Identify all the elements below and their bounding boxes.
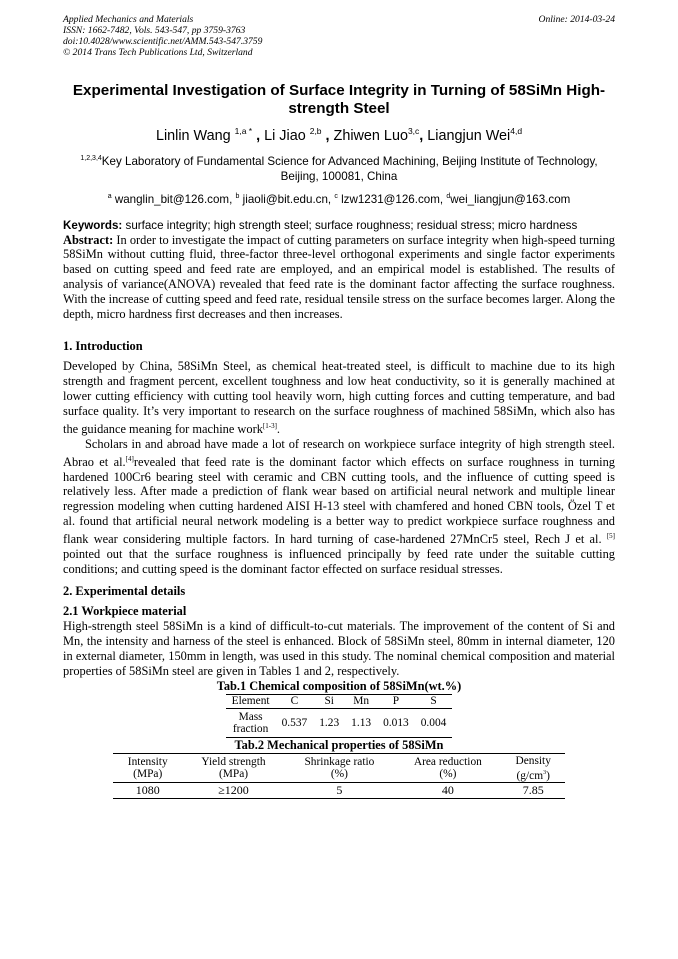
affiliation <box>63 151 615 184</box>
table-cell: 0.013 <box>383 716 409 729</box>
table-header-cell: P <box>377 694 415 708</box>
header-line: (MPa) <box>133 768 163 781</box>
paragraph-text: pointed out that the surface roughness is influenced principally by feed rate under the suitable cutting conditions; and cutting speed is the dominant factor effected on surface residual stresses. <box>63 547 615 577</box>
keywords-text: surface integrity; high strength steel; surface roughness; residual stress; micro hardness <box>125 218 578 232</box>
table-cell: 7.85 <box>522 783 544 798</box>
table-cell: 1.23 <box>319 716 340 729</box>
table-header-cell <box>394 753 501 783</box>
table-cell: 5 <box>336 783 343 798</box>
citation[interactable]: [4] <box>125 454 134 463</box>
author-name: Linlin Wang <box>155 127 231 144</box>
paragraph-text: revealed that feed rate is the dominant factor which effects on surface roughness in turning hardened 100Cr6 bearing steel with ceramic and CBN cutting tools, and the influence of cutting speed is relatively less. After made a prediction of flank wear based on artificial neural network and multiple linear regression modeling when cutting hardened AISI H-13 steel with chamfered and honed CBN tools, Özel T et al. found that artificial neural network modeling is a better way to predict workpiece surface roughness and flank wear considering multiple factors. In hard turning of case-hardened 27MnCr5 steel, Rech J et al. <box>63 454 615 547</box>
email-link[interactable]: jiaoli@bit.edu.cn <box>242 192 328 206</box>
table-header-cell: Mn <box>345 694 377 708</box>
table-row <box>226 708 453 737</box>
citation[interactable]: [5] <box>606 532 615 541</box>
keywords-label: Keywords: <box>63 218 123 232</box>
header-line: Density <box>515 754 551 767</box>
author-marker: 3,c <box>407 126 420 136</box>
label-line: Mass <box>238 710 263 723</box>
online-date: Online: 2014-03-24 <box>538 14 615 25</box>
label-line: fraction <box>232 722 269 735</box>
table-header-cell <box>182 753 284 783</box>
table-header-cell: Si <box>313 694 345 708</box>
paper-page <box>63 14 615 799</box>
affiliation-marker: 1,2,3,4 <box>80 154 102 162</box>
header-line: ) <box>546 769 550 782</box>
author-marker: 2,b <box>309 126 322 136</box>
abstract <box>63 233 615 322</box>
journal-header <box>63 14 615 58</box>
email-marker: a <box>107 192 112 200</box>
header-line: Yield strength <box>201 756 266 769</box>
intro-paragraph-2 <box>63 437 615 577</box>
header-line: Intensity <box>127 756 168 769</box>
author-list: Linlin Wang $^{1,a *}$ , Li Jiao $^{2,b}$ , Zhiwen Luo$^{3,c}$, Liangjun Wei$^{4,d}$ <box>155 126 523 144</box>
table-cell: 1080 <box>135 783 160 798</box>
author-name: Li Jiao <box>264 127 306 144</box>
paragraph-text: Developed by China, 58SiMn Steel, as chemical heat-treated steel, is difficult to machine due to its high strength and fragment percent, excellent toughness and low heat conductivity, so it is generally machined at lower cutting efficiency with cutting tool heavily worn, high cutting forces and cutting temperature, and bad surface quality. It’s very important to research on the surface roughness of machined 58SiMn, which also has the guidance meaning for machine work <box>63 358 615 436</box>
table-header-cell <box>501 753 565 783</box>
header-line: (g/cm <box>516 769 544 782</box>
doi-line[interactable]: doi:10.4028/www.scientific.net/AMM.543-547.3759 <box>63 36 263 47</box>
table1-caption: Tab.1 Chemical composition of 58SiMn(wt.%) <box>216 678 462 693</box>
table-cell: 0.004 <box>420 716 447 729</box>
table-cell: 1.13 <box>351 716 372 729</box>
email-marker: b <box>235 192 240 200</box>
abstract-label: Abstract: <box>63 232 114 247</box>
table-header-cell <box>113 753 182 783</box>
table-header-cell: Element <box>226 694 276 708</box>
header-line: (MPa) <box>218 768 249 781</box>
header-line: Shrinkage ratio <box>304 756 375 769</box>
table-row <box>113 783 565 799</box>
table-cell: 0.537 <box>281 716 308 729</box>
header-line: (%) <box>439 768 457 781</box>
keywords <box>63 219 615 233</box>
citation[interactable]: [1-3] <box>262 421 277 430</box>
table-header-cell: C <box>276 694 314 708</box>
header-line: (%) <box>330 768 348 781</box>
email-marker: d <box>446 192 451 200</box>
table-cell: 40 <box>441 783 454 798</box>
copyright-line: © 2014 Trans Tech Publications Ltd, Switzerland <box>63 47 253 58</box>
author-name: Liangjun Wei <box>427 127 511 144</box>
table-header-cell <box>285 753 395 783</box>
email-marker: c <box>334 192 338 200</box>
paragraph-text: Scholars in and abroad have made a lot of research on workpiece surface integrity of high strength steel. Abrao et al. <box>63 436 615 469</box>
author-marker: 1,a * <box>234 126 253 136</box>
paragraph-text: . <box>276 421 281 436</box>
mechanical-properties-table <box>113 753 565 800</box>
table-header-cell: S <box>415 694 453 708</box>
journal-name: Applied Mechanics and Materials <box>63 14 194 25</box>
paper-title: Experimental Investigation of Surface Integrity in Turning of 58SiMn High-strength Steel <box>72 82 606 117</box>
author-marker: 4,d <box>510 126 523 136</box>
affiliation-text: Key Laboratory of Fundamental Science for Advanced Machining, Beijing Institute of Technology, Beijing, 100081, China <box>101 154 598 183</box>
table-cell: ≥1200 <box>218 783 249 798</box>
email-link[interactable]: wei_liangjun@163.com <box>450 192 571 206</box>
section-heading-introduction: 1. Introduction <box>63 338 143 353</box>
header-line: Area reduction <box>413 756 482 769</box>
author-name: Zhiwen Luo <box>333 127 408 144</box>
email-link[interactable]: lzw1231@126.com <box>341 192 440 206</box>
unit-superscript: 3 <box>543 769 547 776</box>
abstract-text: In order to investigate the impact of cutting parameters on surface integrity when high-speed turning 58SiMn without cutting fluid, three-factor three-level orthogonal experiments and single factor experiments based on cutting speed and feed rate are employed, and an empirical model is established. The results of analysis of variance(ANOVA) revealed that feed rate is the dominant factor affecting the surface roughness. With the increase of cutting speed and feed rate, residual tensile stress on the surface becomes larger. Along the depth, micro hardness first decreases and then increases. <box>63 232 615 322</box>
workpiece-paragraph: High-strength steel 58SiMn is a kind of difficult-to-cut materials. The improvement of the content of Si and Mn, the intensity and harness of the steel is enhanced. Block of 58SiMn steel, 80mm in internal diameter, 120 in external diameter, 150mm in length, was used in this study. The nominal chemical composition and material properties of 58SiMn steel are given in Tables 1 and 2, respectively. <box>63 619 615 678</box>
table-header-row <box>113 753 565 783</box>
table2-caption: Tab.2 Mechanical properties of 58SiMn <box>234 737 444 752</box>
section-heading-experimental: 2. Experimental details <box>63 584 186 599</box>
table-row-label <box>226 708 276 737</box>
table-header-row <box>226 694 453 708</box>
email-list: $^a$ wanglin_bit@126.com, $^b$ jiaoli@bit.edu.cn, $^c$ lzw1231@126.com, $^d$wei_liangjun@163.com <box>107 192 571 206</box>
issn-line: ISSN: 1662-7482, Vols. 543-547, pp 3759-3763 <box>63 25 246 36</box>
subsection-heading-workpiece: 2.1 Workpiece material <box>63 604 187 619</box>
intro-paragraph-1 <box>63 359 615 437</box>
email-link[interactable]: wanglin_bit@126.com <box>114 192 230 206</box>
chemical-composition-table <box>226 694 453 738</box>
